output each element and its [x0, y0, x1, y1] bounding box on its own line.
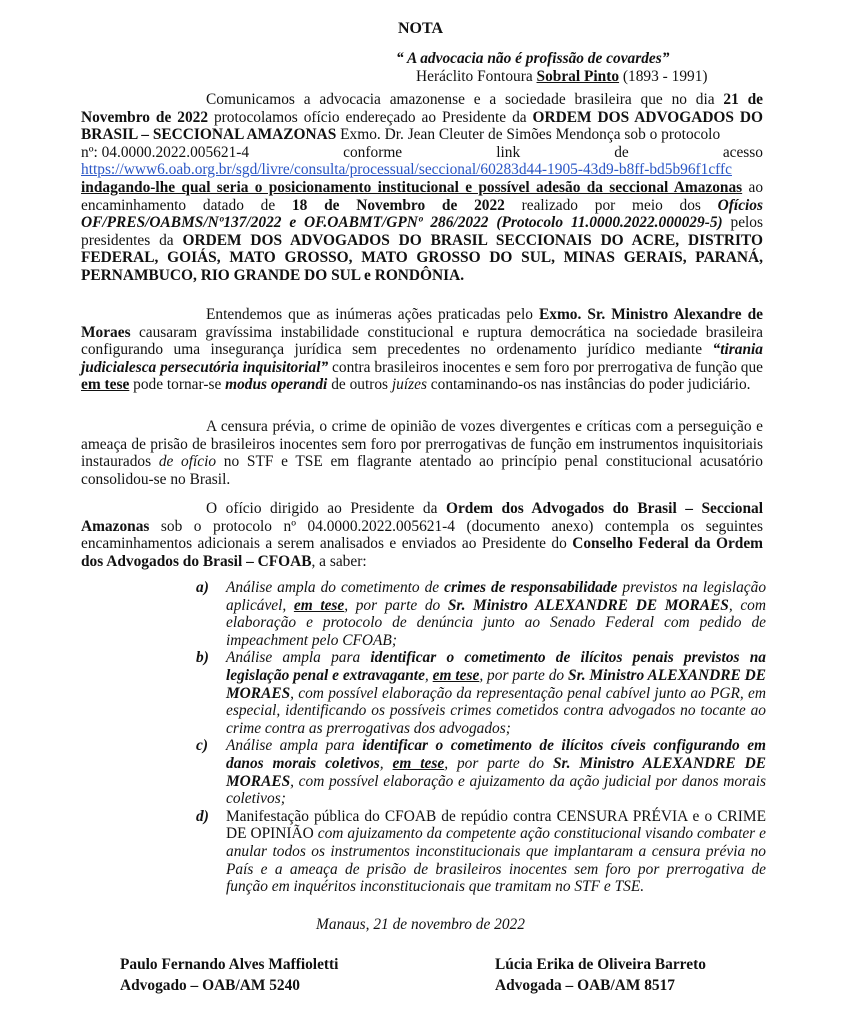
page-title: NOTA — [397, 20, 444, 37]
signature-1 — [120, 954, 338, 996]
list-item-d: d) Manifestação pública do CFOAB de repúdio contra CENSURA PRÉVIA e o CRIME DE OPINIÃO com ajuizamento da competente ação constitucional visando combater e anular todos os instrumentos inconstitucionais que implantaram a censura prévia no País e a ameaça de prisão de brasileiros inocentes sem foro por prerrogativa de função em inquéritos inconstitucionais que tramitam no STF e TSE. — [196, 807, 766, 896]
signature-2 — [495, 954, 706, 996]
paragraph-1 — [81, 91, 763, 285]
epigraph-quote: “ A advocacia não é profissão de covardes” — [396, 50, 670, 67]
signatory-role: Advogada – OAB/AM 8517 — [495, 977, 675, 994]
protocol-line: nº: 04.0000.2022.005621-4 conforme link de acesso — [81, 143, 763, 161]
list-item-c: c) Análise ampla para identificar o cometimento de ilícitos cíveis configurando em danos morais coletivos, em tese, por parte do Sr. Ministro ALEXANDRE DE MORAES, com possível elaboração e ajuizamento da ação judicial por danos morais coletivos; — [196, 737, 766, 808]
document-date: Manaus, 21 de novembro de 2022 — [316, 916, 525, 933]
paragraph-1-intro: Comunicamos a advocacia amazonense e a sociedade brasileira que no dia 21 de Novembro de 2022 protocolamos ofício endereçado ao Presidente da ORDEM DOS ADVOGADOS DO BRASIL – SECCIONAL AMAZONAS Exmo. Dr. Jean Cleuter de Simões Mendonça sob o protocolo — [81, 91, 763, 144]
signatory-name: Paulo Fernando Alves Maffioletti — [120, 956, 339, 973]
epigraph — [380, 50, 780, 85]
paragraph-4: O ofício dirigido ao Presidente da Ordem dos Advogados do Brasil – Seccional Amazonas sob o protocolo nº 04.0000.2022.005621-4 (documento anexo) contempla os seguintes encaminhamentos adicionais a serem analisados e enviados ao Presidente do Conselho Federal da Ordem dos Advogados do Brasil – CFOAB, a saber: — [81, 500, 763, 570]
paragraph-1-body: indagando-lhe qual seria o posicionamento institucional e possível adesão da seccional Amazonas ao encaminhamento datado de 18 de Novembro de 2022 realizado por meio dos Ofícios OF/PRES/OABMS/Nº137/2022 e OF.OABMT/GPNº 286/2022 (Protocolo 11.0000.2022.000029-5) pelos presidentes da ORDEM DOS ADVOGADOS DO BRASIL SECCIONAIS DO ACRE, DISTRITO FEDERAL, GOIÁS, MATO GROSSO, MATO GROSSO DO SUL, MINAS GERAIS, PARANÁ, PERNAMBUCO, RIO GRANDE DO SUL e RONDÔNIA. — [81, 178, 764, 284]
referral-list — [196, 579, 766, 896]
list-item-a: a) Análise ampla do cometimento de crimes de responsabilidade previstos na legislação aplicável, em tese, por parte do Sr. Ministro ALEXANDRE DE MORAES, com elaboração e protocolo de denúncia junto ao Senado Federal com pedido de impeachment pelo CFOAB; — [196, 579, 767, 649]
paragraph-2: Entendemos que as inúmeras ações praticadas pelo Exmo. Sr. Ministro Alexandre de Moraes causaram gravíssima instabilidade constitucional e ruptura democrática na sociedade brasileira configurando uma insegurança jurídica sem precedentes no ordenamento jurídico mediante “tirania judicialesca persecutória inquisitorial” contra brasileiros inocentes e sem foro por prerrogativa de função que em tese pode tornar-se modus operandi de outros juízes contaminando-os nas instâncias do poder judiciário. — [81, 306, 764, 394]
signatory-name: Lúcia Erika de Oliveira Barreto — [495, 956, 706, 973]
list-item-b: b) Análise ampla para identificar o cometimento de ilícitos penais previstos na legislação penal e extravagante, em tese, por parte do Sr. Ministro ALEXANDRE DE MORAES, com possível elaboração da representação penal cabível junto ao PGR, em especial, identificando os possíveis crimes cometidos contra advogados no tocante ao crime contra as prerrogativas dos advogados; — [196, 649, 767, 737]
protocol-link[interactable]: https://www6.oab.org.br/sgd/livre/consulta/processual/seccional/60283d44-1905-43d9-b8ff-bd5b96f1cffc — [81, 161, 732, 179]
paragraph-3: A censura prévia, o crime de opinião de vozes divergentes e críticas com a perseguição e ameaça de prisão de brasileiros inocentes sem foro por prerrogativas de função em instrumentos inquisitoriais instaurados de ofício no STF e TSE em flagrante atentado ao princípio penal constitucional acusatório consolidou-se no Brasil. — [81, 418, 763, 488]
signatory-role: Advogado – OAB/AM 5240 — [120, 977, 300, 994]
epigraph-author: Heráclito Fontoura Sobral Pinto (1893 - 1991) — [416, 67, 708, 85]
